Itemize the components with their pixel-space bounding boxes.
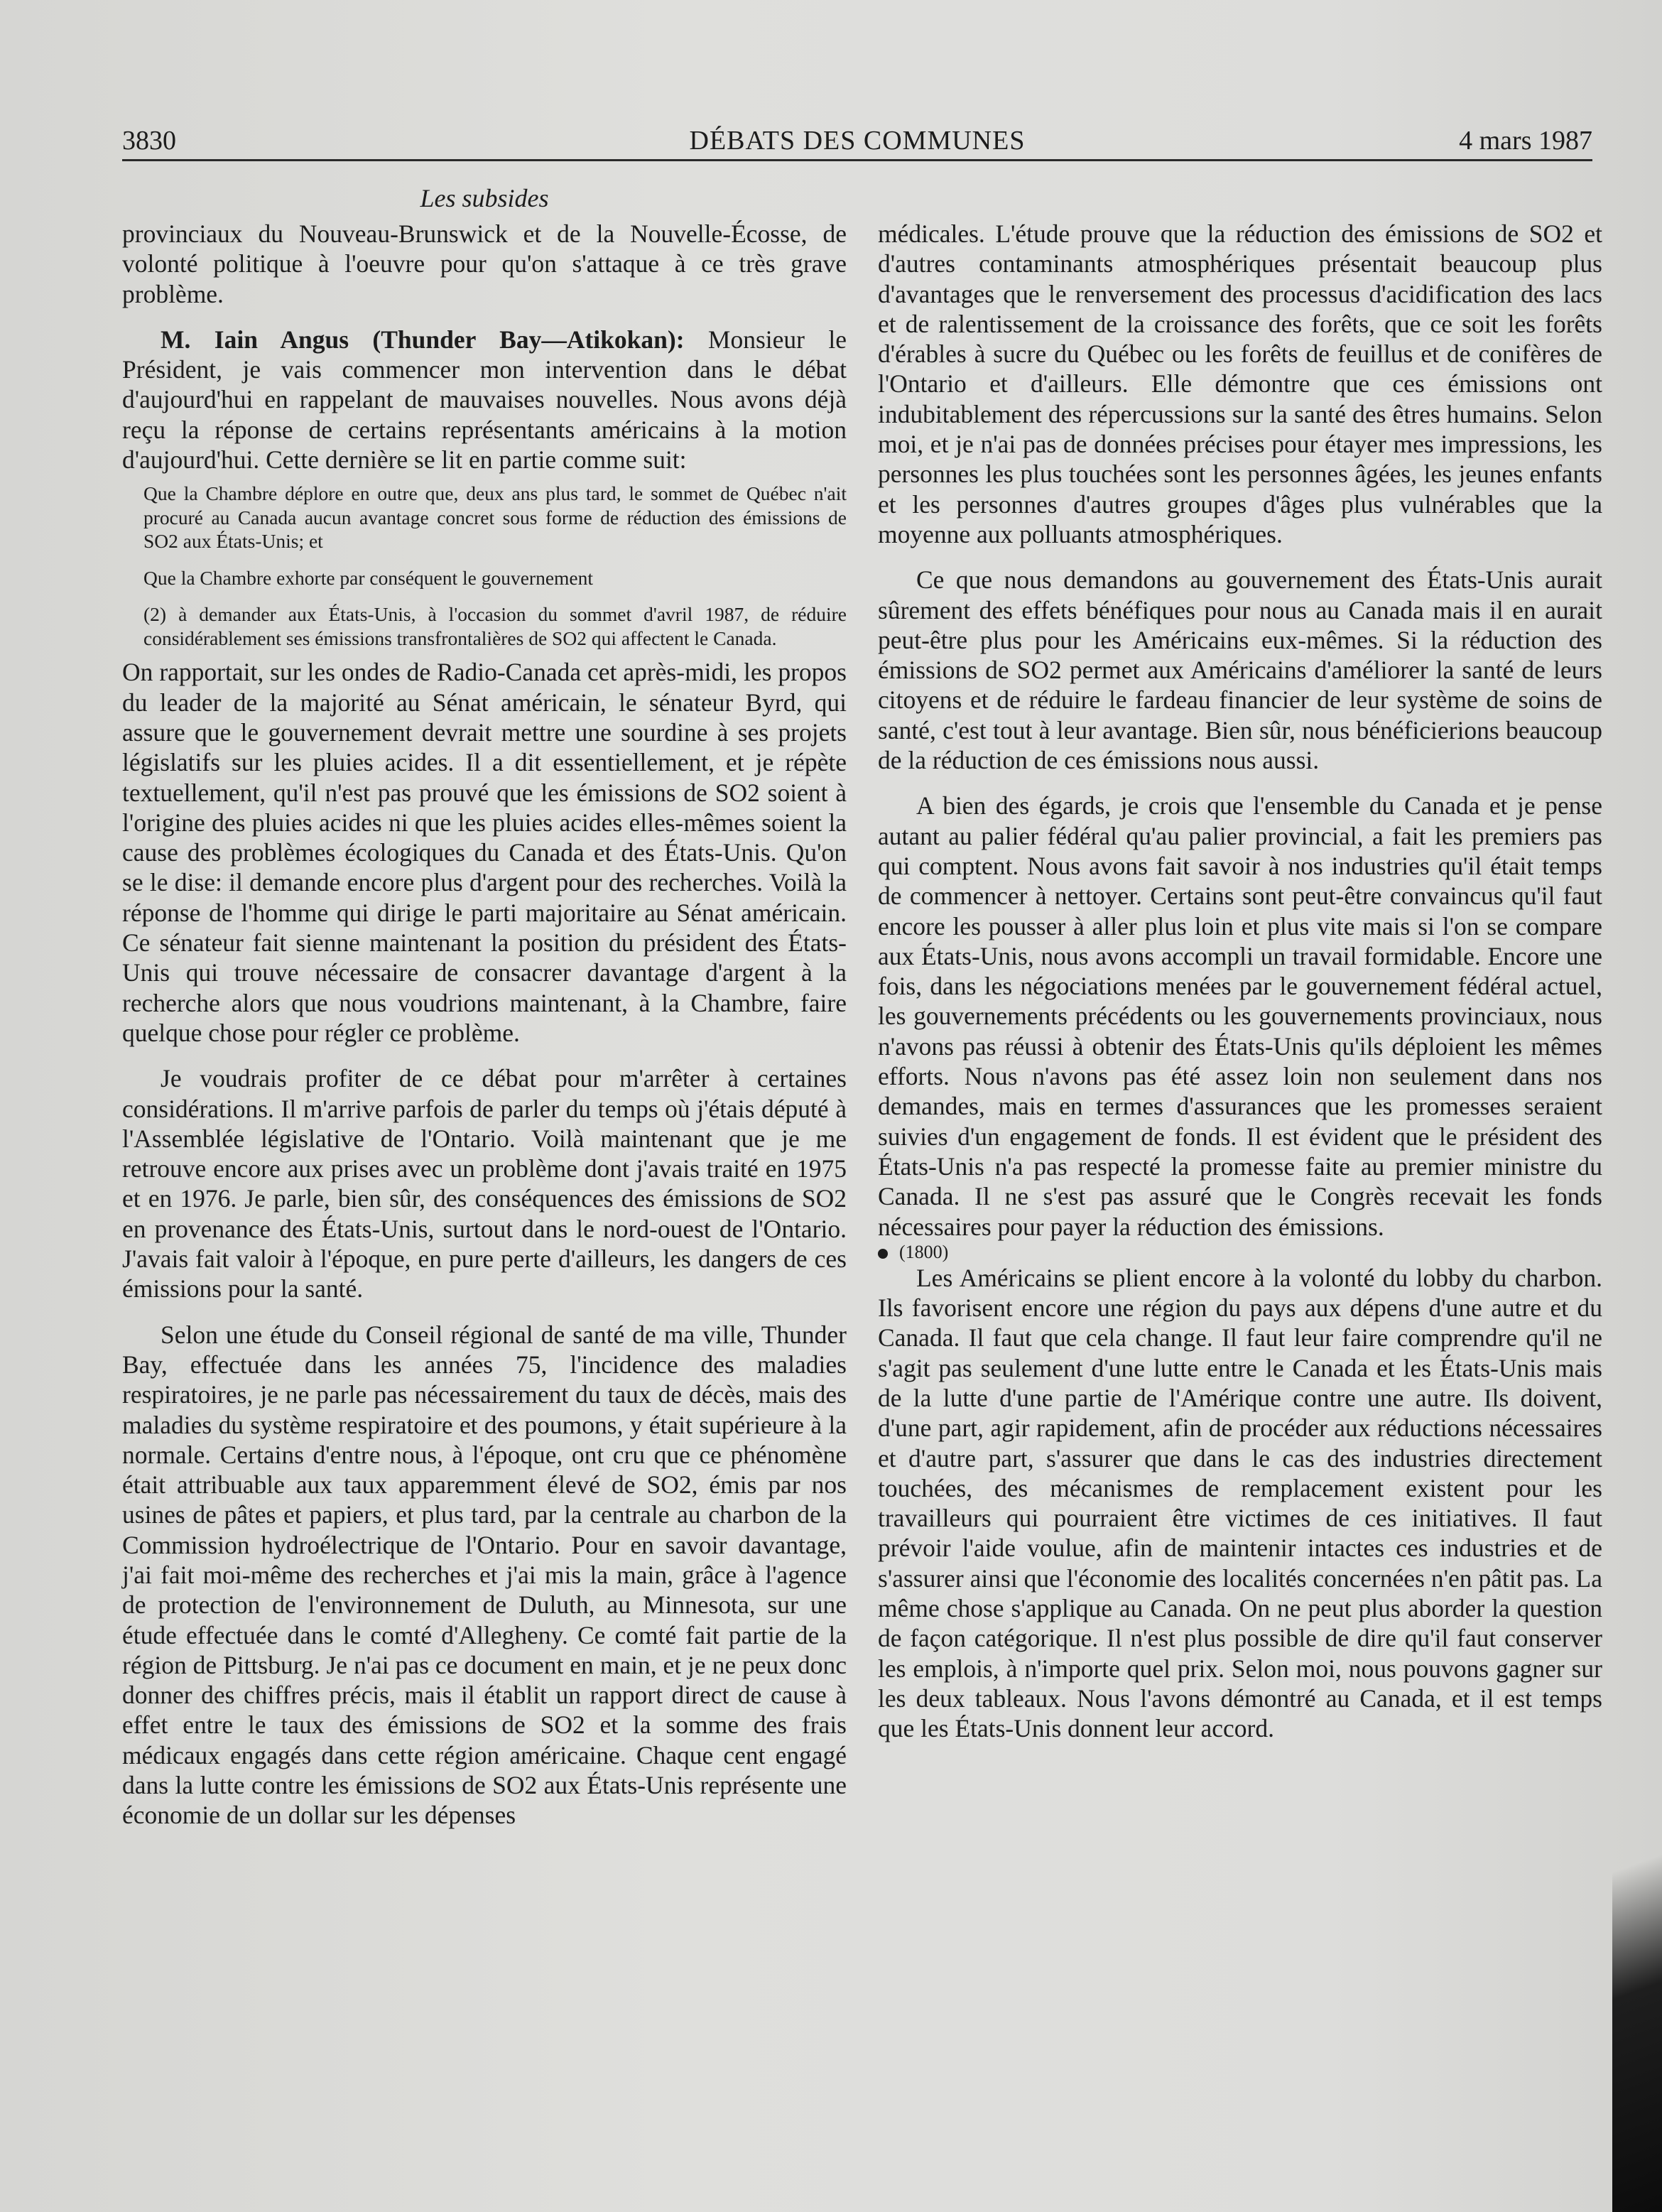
quoted-motion: (2) à demander aux États-Unis, à l'occasion du sommet d'avril 1987, de réduire considérablement ses émissions transfrontalières de SO2 qui affectent le Canada. [143, 603, 847, 649]
paragraph: On rapportait, sur les ondes de Radio-Canada cet après-midi, les propos du leader de la majorité au Sénat américain, le sénateur Byrd, qui assure que le gouvernement devrait mettre une sourdine à ses projets législatifs sur les pluies acides. Il a dit essentiellement, et je répète textuellement, qu'il n'est pas prouvé que les émissions de SO2 soient à l'origine des pluies acides ni que les pluies acides elles-mêmes soient la cause des problèmes écologiques du Canada et des États-Unis. Qu'on se le dise: il demande encore plus d'argent pour des recherches. Voilà la réponse de l'homme qui dirige le parti majoritaire au Sénat américain. Ce sénateur fait sienne maintenant la position du président des États-Unis qui trouve nécessaire de consacrer davantage d'argent à la recherche alors que nous voudrions maintenant, à la Chambre, faire quelque chose pour régler ce problème. [122, 658, 847, 1047]
paragraph: Ce que nous demandons au gouvernement des États-Unis aurait sûrement des effets bénéfiques pour nous au Canada mais il en aurait peut-être plus pour les Américains eux-mêmes. Si la réduction des émissions de SO2 permet aux Américains d'améliorer la santé de leurs citoyens et de réduire le fardeau financier de leur système de soins de santé, c'est tout à leur avantage. Bien sûr, nous bénéficierions beaucoup de la réduction de ces émissions nous aussi. [878, 565, 1602, 775]
paragraph: Je voudrais profiter de ce débat pour m'arrêter à certaines considérations. Il m'arrive parfois de parler du temps où j'étais député à l'Assemblée législative de l'Ontario. Voilà maintenant que je me retrouve encore aux prises avec un problème dont j'avais traité en 1975 et en 1976. Je parle, bien sûr, des conséquences des émissions de SO2 en provenance des États-Unis, surtout dans le nord-ouest de l'Ontario. J'avais fait valoir à l'époque, en pure perte d'ailleurs, les dangers de ces émissions pour la santé. [122, 1064, 847, 1303]
page-header [122, 124, 1592, 161]
publication-title: DÉBATS DES COMMUNES [689, 126, 1026, 156]
speech-paragraph [122, 325, 847, 475]
paragraph: médicales. L'étude prouve que la réduction des émissions de SO2 et d'autres contaminants atmosphériques présentait beaucoup plus d'avantages que le renversement des processus d'acidification des lacs et de ralentissement de la croissance des forêts, que ce soit les forêts d'érables à sucre du Québec ou les forêts de feuillus et de conifères de l'Ontario et d'ailleurs. Elle démontre que ces émissions ont indubitablement des répercussions sur la santé des êtres humains. Selon moi, et je n'ai pas de données précises pour étayer mes impressions, les personnes les plus touchées sont les personnes âgées, les jeunes enfants et les personnes d'autres groupes d'âges plus vulnérables que la moyenne aux polluants atmosphériques. [878, 219, 1602, 548]
page-edge-shadow [1612, 1719, 1662, 2212]
left-column [122, 219, 847, 1831]
quoted-motion: Que la Chambre exhorte par conséquent le gouvernement [143, 566, 594, 589]
speaker-name: M. Iain Angus (Thunder Bay—Atikokan): [161, 325, 685, 354]
paragraph: Les Américains se plient encore à la volonté du lobby du charbon. Ils favorisent encore une région du pays aux dépens d'une autre et du Canada. Il faut que cela change. Il faut leur faire comprendre qu'il ne s'agit pas seulement d'une lutte entre le Canada et les États-Unis mais de la lutte d'une partie de l'Amérique contre une autre. Ils doivent, d'une part, agir rapidement, afin de procéder aux réductions nécessaires et d'autre part, s'assurer que dans le cas des industries directement touchées, des mécanismes de remplacement existent pour les travailleurs qui pourraient être victimes de ces initiatives. Il faut prévoir l'aide voulue, afin de maintenir intactes ces industries et de s'assurer ainsi que l'économie des localités concernées n'en pâtit pas. La même chose s'applique au Canada. On ne peut plus aborder la question de façon catégorique. Il n'est plus possible de dire qu'il faut conserver les emplois, à n'importe quel prix. Selon moi, nous pouvons gagner sur les deux tableaux. Nous l'avons démontré au Canada, et il est temps que les États-Unis donnent leur accord. [878, 1263, 1602, 1743]
quoted-motion: Que la Chambre déplore en outre que, deux ans plus tard, le sommet de Québec n'ait procuré au Canada aucun avantage concret sous forme de réduction des émissions de SO2 aux États-Unis; et [143, 482, 847, 553]
right-column [878, 219, 1602, 1744]
paragraph: provinciaux du Nouveau-Brunswick et de la Nouvelle-Écosse, de volonté politique à l'oeuvre pour qu'on s'attaque à ce très grave problème. [122, 219, 847, 308]
section-title: Les subsides [420, 184, 549, 212]
page-number: 3830 [122, 126, 176, 156]
page-date: 4 mars 1987 [1459, 126, 1592, 156]
time-marker [878, 1242, 1602, 1263]
bullet-icon [878, 1249, 888, 1259]
paragraph: Selon une étude du Conseil régional de santé de ma ville, Thunder Bay, effectuée dans les années 75, l'incidence des maladies respiratoires, je ne parle pas nécessairement du taux de décès, mais des maladies du système respiratoire et des poumons, y était supérieure à la normale. Certains d'entre nous, à l'époque, ont cru que ce phénomène était attribuable aux taux apparemment élevé de SO2, émis par nos usines de pâtes et papiers, et plus tard, par la centrale au charbon de la Commission hydroélectrique de l'Ontario. Pour en savoir davantage, j'ai fait moi-même des recherches et j'ai mis la main, grâce à l'agence de protection de l'environnement de Duluth, au Minnesota, sur une étude effectuée dans le comté d'Allegheny. Ce comté fait partie de la région de Pittsburg. Je n'ai pas ce document en main, et je ne peux donc donner des chiffres précis, mais il établit un rapport direct de cause à effet entre le taux des émissions de SO2 et la somme des frais médicaux engagés dans cette région américaine. Chaque cent engagé dans la lutte contre les émissions de SO2 aux États-Unis représente une économie de un dollar sur les dépenses [122, 1320, 847, 1830]
speech-text: Monsieur le Président, je vais commencer mon intervention dans le débat d'aujourd'hui en rappelant de mauvaises nouvelles. Nous avons déjà reçu la réponse de certains représentants américains à la motion d'aujourd'hui. Cette dernière se lit en partie comme suit: [122, 325, 847, 475]
time-marker-label: (1800) [899, 1241, 949, 1262]
paragraph: A bien des égards, je crois que l'ensemble du Canada et je pense autant au palier fédéral qu'au palier provincial, a fait les premiers pas qui comptent. Nous avons fait savoir à nos industries qu'il était temps de commencer à nettoyer. Certains sont peut-être convaincus qu'il faut encore les pousser à aller plus loin et plus vite mais si l'on se compare aux États-Unis, nous avons accompli un travail formidable. Encore une fois, dans les négociations menées par le gouvernement fédéral actuel, les gouvernements précédents ou les gouvernements provinciaux, nous n'avons pas réussi à obtenir des États-Unis qu'ils déploient les mêmes efforts. Nous n'avons pas été assez loin non seulement dans nos demandes, mais en termes d'assurances que les promesses seraient suivies d'un engagement de fonds. Il est évident que le président des États-Unis n'a pas respecté la promesse faite au premier ministre du Canada. Il ne s'est pas assuré que le Congrès recevait les fonds nécessaires pour payer la réduction des émissions. [878, 791, 1602, 1241]
